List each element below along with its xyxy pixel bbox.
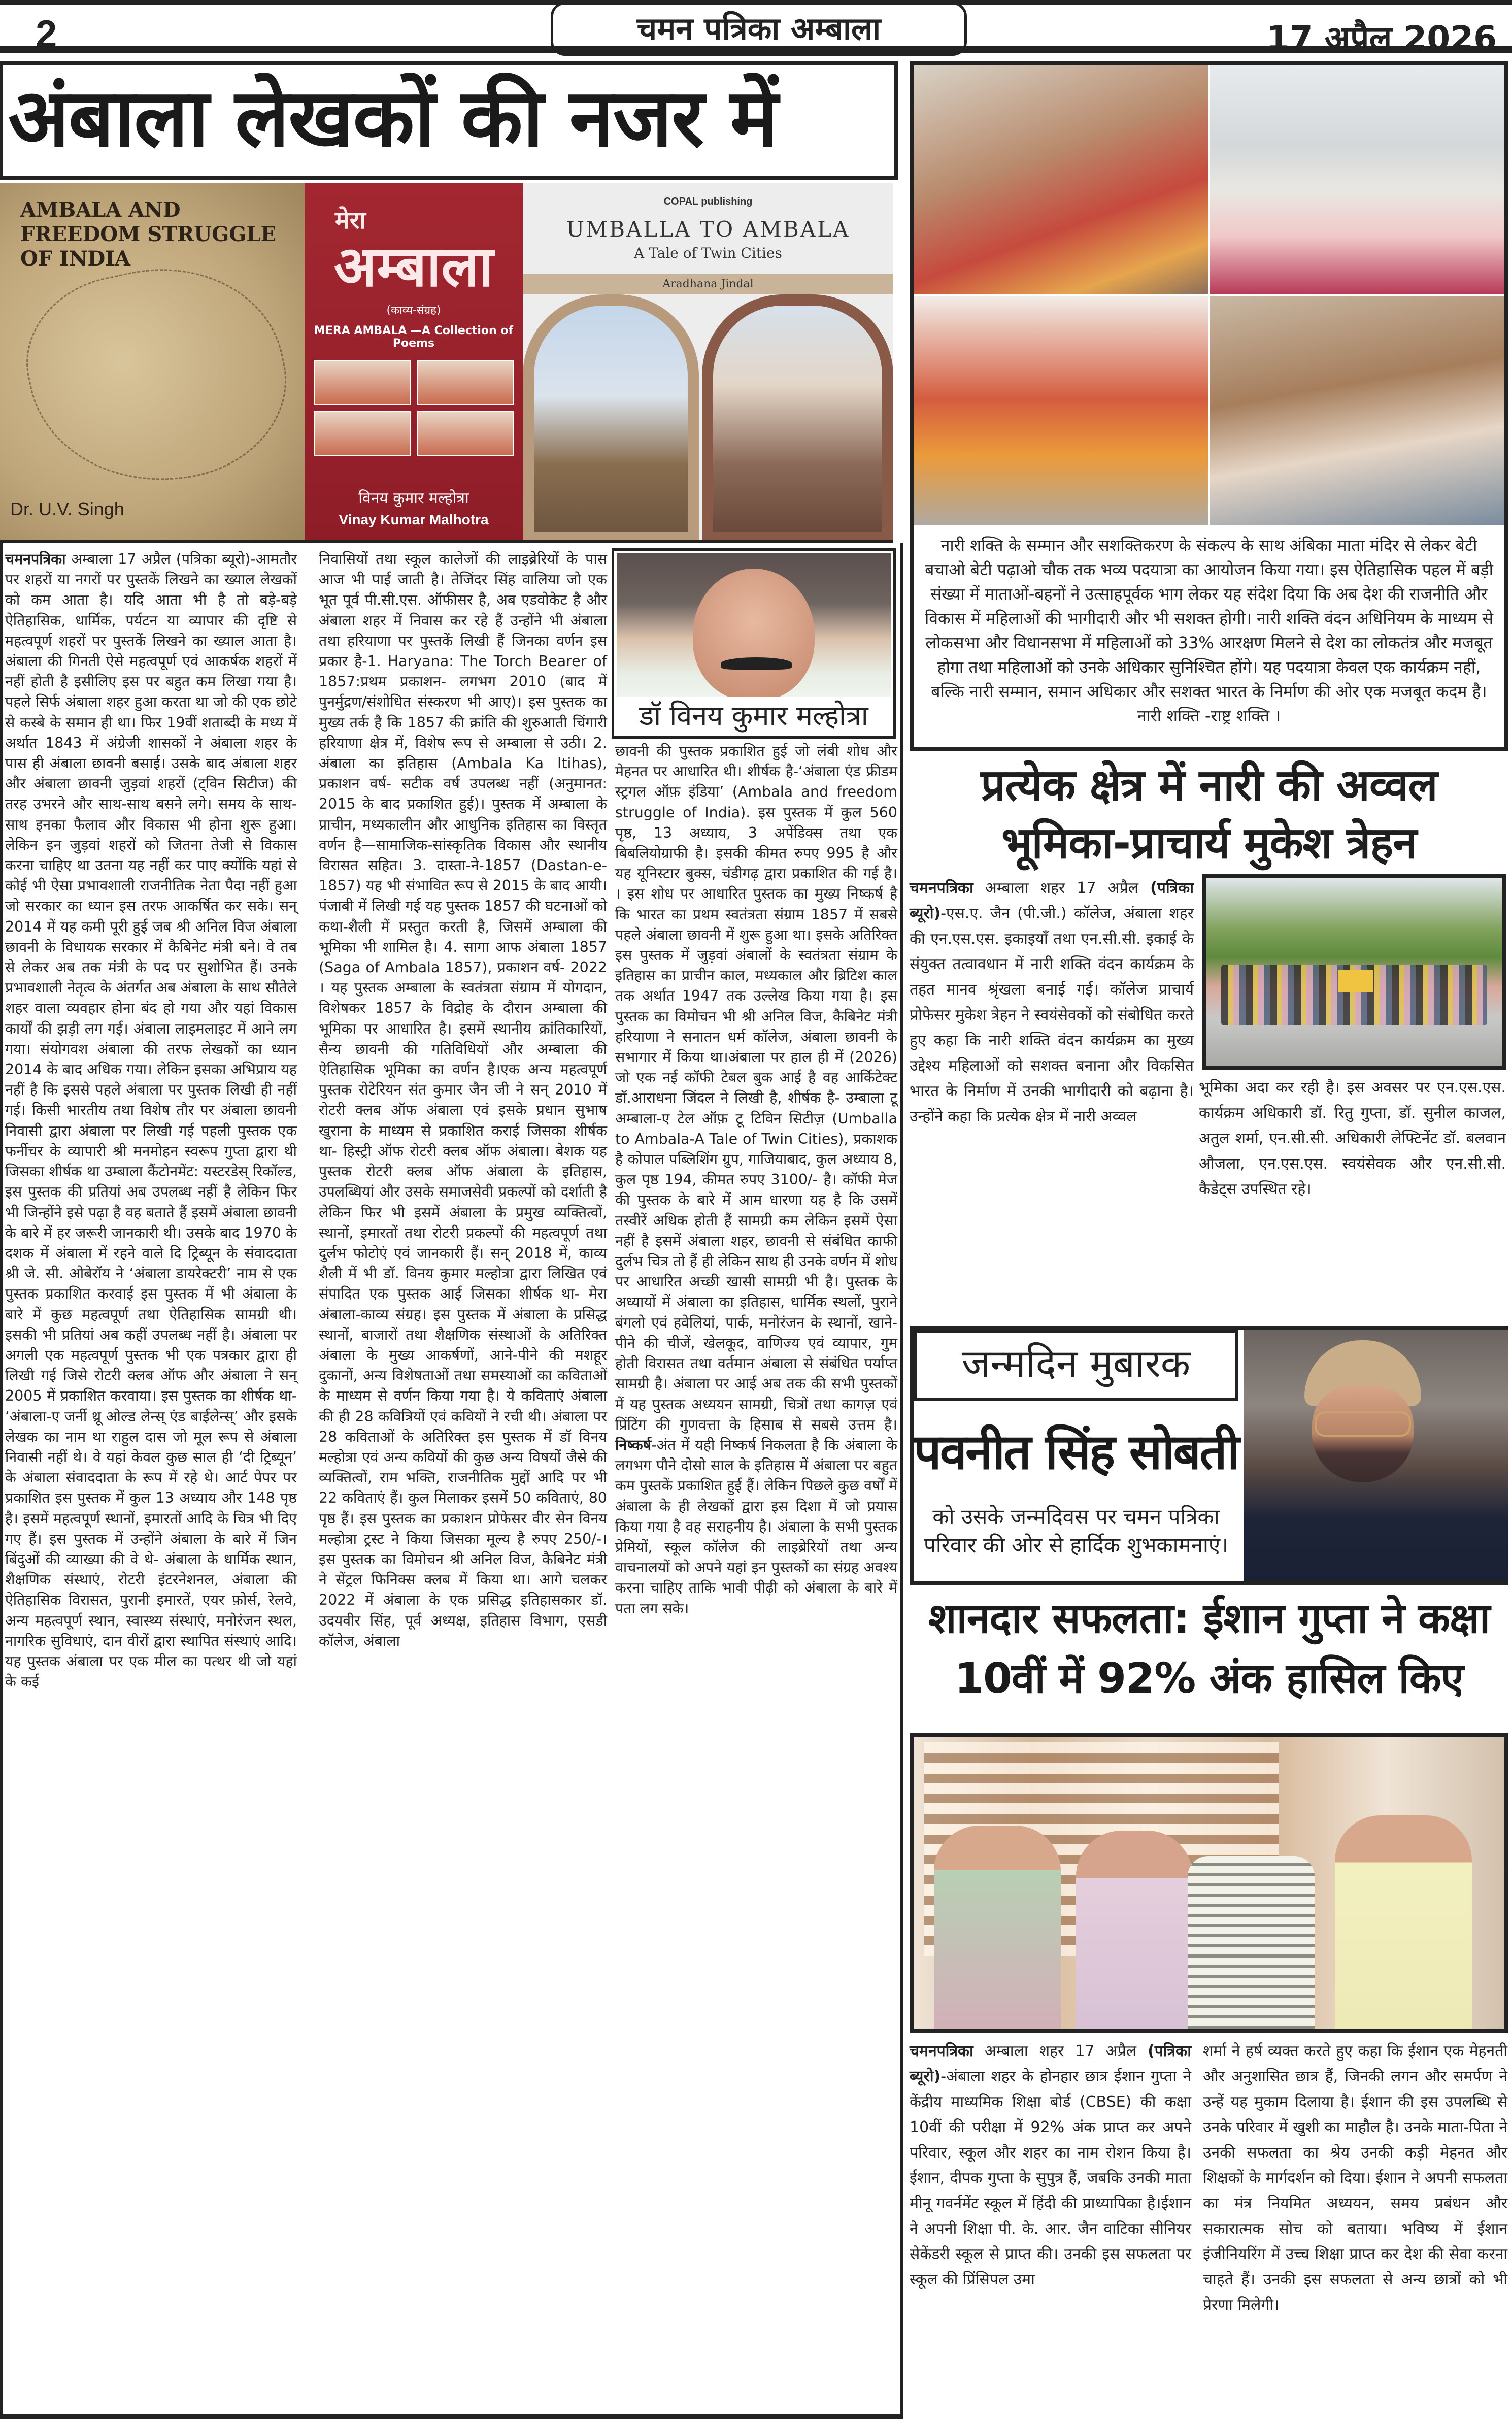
column-divider xyxy=(900,543,903,2416)
rally-caption: नारी शक्ति के सम्मान और सशक्तिकरण के संकल्प के साथ अंबिका माता मंदिर से लेकर बेटी बचाओ बेटी पढ़ाओ चौक तक भव्य पदयात्रा का आयोजन किया गया। इस ऐतिहासिक पहल में बड़ी संख्या में माताओं-बहनों ने उत्साहपूर्वक भाग लेकर यह संदेश दिया कि अब देश की राजनीति और विकास में महिलाओं की भागीदारी और भी सशक्त होगी। नारी शक्ति वंदन अधिनियम के माध्यम से लोकसभा और विधानसभा में महिलाओं को 33% आरक्षण मिलने से देश का लोकतंत्र और मजबूत होगा तथा महिलाओं को उनके अधिकार सुनिश्चित होंगे। यह पदयात्रा केवल एक कार्यक्रम नहीं, बल्कि नारी सम्मान, समान अधिकार और सशक्त भारत के निर्माण की ओर एक मजबूत कदम है। नारी शक्ति -राष्ट्र शक्ति । xyxy=(924,536,1494,725)
publisher-logo: COPAL publishing xyxy=(663,196,753,207)
dateline: चमनपत्रिका xyxy=(5,551,66,568)
book-author: Aradhana Jindal xyxy=(523,274,893,294)
book-covers-image xyxy=(0,183,893,543)
book-title-top: मेरा xyxy=(335,206,366,235)
main-headline-box xyxy=(0,61,898,180)
article-text: -अंत में यही निष्कर्ष निकलता है कि अंबाला के लगभग पौने दोसो साल के इतिहास में अंबाला पर बहुत कम पुस्तकें प्रकाशित हुई हैं। लेकिन पिछले कुछ वर्षों में अंबाला के ही लेखकों द्वारा इस दिशा में जो प्रयास किया गया है वह सराहनीय है। अंबाला के सभी पुस्तक प्रेमियों, स्कूल कॉलेज की लाइब्रेरियों तथा अन्य वाचनालयों को अपने यहां इन पुस्तकों का संग्रह अवश्य करना चाहिए ताकि भावी पीढ़ी को अंबाला के बारे में पता लग सके। xyxy=(615,1436,897,1617)
banner xyxy=(1338,970,1373,992)
author-photo xyxy=(617,553,891,697)
newspaper-name: चमन पत्रिका अम्बाला xyxy=(551,2,967,56)
book-cover-umballa-to-ambala xyxy=(523,183,893,540)
photo-tile xyxy=(417,411,514,456)
book-cover-mera-ambala xyxy=(305,183,523,540)
person-figure xyxy=(1188,1856,1315,2029)
rally-photo-collage xyxy=(914,65,1504,525)
dateline: चमनपत्रिका xyxy=(910,879,973,897)
photo-tile xyxy=(314,360,411,405)
birthday-box xyxy=(910,1326,1508,1585)
book-title: AMBALA AND FREEDOM STRUGGLE OF INDIA xyxy=(20,198,277,271)
bureau-label: (पत्रिका ब्यूरो) xyxy=(910,2042,1191,2085)
issue-date: 17 अप्रैल 2026 xyxy=(1266,19,1497,58)
person-figure xyxy=(1076,1831,1193,2029)
rally-photo xyxy=(914,65,1208,294)
bureau-label: (पत्रिका ब्यूरो) xyxy=(910,879,1194,922)
article-column-1 xyxy=(5,549,297,2407)
page-number: 2 xyxy=(36,13,57,56)
article-text: -एस.ए. जैन (पी.जी.) कॉलेज, अंबाला शहर की एन.एस.एस. इकाइयाँ तथा एन.सी.सी. इकाई के संयुक्त तत्वावधान में नारी शक्ति वंदन कार्यक्रम के तहत मानव श्रृंखला बनाई गई। कॉलेज प्राचार्य प्रोफेसर मुकेश त्रेहन ने स्वयंसेवकों को संबोधित करते हुए कहा कि नारी शक्ति वंदन कार्यक्रम का मुख्य उद्देश्य महिलाओं को सशक्त बनाना और विकसित भारत के निर्माण में उनकी भागीदारी को बढ़ाना है। उन्होंने कहा कि प्रत्येक क्षेत्र में नारी अव्वल xyxy=(910,905,1194,1125)
nari-story-text-left xyxy=(910,876,1194,1130)
map-illustration xyxy=(11,245,304,507)
book-photo-tiles xyxy=(305,350,523,467)
conclusion-label: निष्कर्ष xyxy=(615,1436,652,1453)
book-title: UMBALLA TO AMBALA xyxy=(566,217,850,242)
rally-photo-box xyxy=(910,61,1508,751)
nari-story-headline: प्रत्येक क्षेत्र में नारी की अव्वल भूमिका-प्राचार्य मुकेश त्रेहन xyxy=(981,760,1437,869)
article-text: निवासियों तथा स्कूल कालेजों की लाइब्रेरियों के पास आज भी पाई जाती है। तेजिंदर सिंह वालिया जो एक भूत पूर्व पी.सी.एस. ऑफीसर है, अब एडवोकेट है और अंबाला शहर में निवास कर रहे हैं उन्होंने भी अंबाला तथा हरियाणा पर पुस्तकें लिखी हैं जिनका वर्णन इस प्रकार है-1. Haryana: The Torch Bearer of 1857:प्रथम प्रकाशन- लगभग 2010 (बाद में पुनर्मुद्रण/संशोधित संस्करण भी आए)। इस पुस्तक का मुख्य तर्क है कि 1857 की क्रांति की शुरुआती चिंगारी हरियाणा क्षेत्र में, विशेष रूप से अम्बाला से उठी। 2. अंबाला का इतिहास (Ambala Ka Itihas), प्रकाशन वर्ष- सटीक वर्ष उपलब्ध नहीं (अनुमानत: 2015 के बाद प्रकाशित हुई)। पुस्तक में अम्बाला के प्राचीन, मध्यकालीन और आधुनिक इतिहास का विस्तृत वर्णन है—सामाजिक-सांस्कृतिक विकास और स्थानीय विरासत सहित। 3. दास्ता-ने-1857 (Dastan-e-1857) यह भी संभावित रूप से 2015 के बाद आयी। पंजाबी में लिखी गई यह पुस्तक 1857 की घटनाओं को कथा-शैली में प्रस्तुत करती है, जिसमें अम्बाला की भूमिका भी शामिल है। 4. सागा आफ अंबाला 1857 (Saga of Ambala 1857), प्रकाशन वर्ष- 2022 । यह पुस्तक अम्बाला के स्वतंत्रता संग्राम में योगदान, विशेषकर 1857 के विद्रोह के दौरान अम्बाला की भूमिका पर आधारित है। इसमें स्थानीय क्रांतिकारियों, सैन्य छावनी की गतिविधियों और अम्बाला की ऐतिहासिक भूमिका का वर्णन है।एक अन्य महत्वपूर्ण पुस्तक रोटेरियन संत कुमार जैन जी ने सन् 2010 में रोटरी क्लब ऑफ अंबाला एवं इसके प्रधान सुभाष खुराना के माध्यम से प्रकाशित कराई जिसका शीर्षक था- हिस्ट्री ऑफ रोटरी क्लब ऑफ अंबाला। बेशक यह पुस्तक रोटरी क्लब ऑफ अंबाला के इतिहास, उपलब्धियां और उसके समाजसेवी प्रकल्पों को दर्शाती है लेकिन फिर भी इसमें अंबाला के प्रमुख व्यक्तित्वों, स्थानों, इमारतों तथा रोटरी प्रकल्पों की महत्वपूर्ण तथा दुर्लभ फोटोएं एवं जानकारी हैं। सन् 2018 में, काव्य शैली में भी डॉ. विनय कुमार मल्होत्रा द्वारा लिखित एवं संपादित एक पुस्तक आई जिसका शीर्षक था- मेरा अंबाला-काव्य संग्रह। इस पुस्तक में अंबाला के प्रसिद्ध स्थानों, बाजारों तथा शैक्षणिक संस्थाओं के अतिरिक्त अंबाला के मुख्य आकर्षणों, आने-पीने की मशहूर दुकानों, अन्य विशेषताओं तथा समस्याओं का कविताओं के माध्यम से वर्णन किया गया है। ये कविताएं अंबाला की ही 28 कवित्रियों एवं कवियों ने रची थी। अंबाला पर 28 कविताओं के अतिरिक्त इस पुस्तक में डॉ विनय मल्होत्रा एवं अन्य कवियों की कुछ अन्य विषयों जैसे की व्यक्तित्वों, राम भक्ति, राजनीतिक मुद्दों आदि पर भी 22 कविताएं हैं। कुल मिलाकर इसमें 50 कविताएं, 80 पृष्ठ हैं। इस पुस्तक का प्रकाशन प्रोफेसर वीर सेन विनय मल्होत्रा ट्रस्ट ने किया जिसका मूल्य है रुपए 250/-। इस पुस्तक का विमोचन श्री अनिल विज, कैबिनेट मंत्री ने सेंट्रल फिनिक्स क्लब में किया था। आगे चलकर 2022 में अंबाला के एक प्रसिद्ध इतिहासकार डॉ. उदयवीर सिंह, पूर्व अध्यक्ष, इतिहास विभाग, एसडी कॉलेज, अंबाला xyxy=(319,551,607,1649)
ishan-story-text-left xyxy=(910,2039,1191,2293)
birthday-person-name: पवनीत सिंह सोबती xyxy=(914,1423,1238,1480)
book-author-hindi: विनय कुमार मल्होत्रा xyxy=(358,489,469,507)
rally-photo xyxy=(1210,296,1504,525)
arch-photo xyxy=(702,294,893,540)
book-subtitle-english: MERA AMBALA —A Collection of Poems xyxy=(314,324,514,350)
book-author: Dr. U.V. Singh xyxy=(10,499,124,519)
mustache-shape xyxy=(721,657,792,670)
face-shape xyxy=(693,569,815,697)
article-text: -अंबाला शहर के होनहार छात्र ईशान गुप्ता ने केंद्रीय माध्यमिक शिक्षा बोर्ड (CBSE) की कक्षा 10वीं की परीक्षा में 92% अंक प्राप्त कर अपने परिवार, स्कूल और शहर का नाम रोशन किया है। ईशान, दीपक गुप्ता के सुपुत्र हैं, जबकि उनकी माता मीनू गवर्नमेंट स्कूल में हिंदी की प्राध्यापिका है।ईशान ने अपनी शिक्षा पी. के. आर. जैन वाटिका सीनियर सेकेंडरी स्कूल से प्राप्त की। उनकी इस सफलता पर स्कूल की प्रिंसिपल उमा xyxy=(910,2068,1191,2289)
arch-photos xyxy=(523,294,893,540)
arch-photo xyxy=(523,294,699,540)
person-figure xyxy=(1335,1815,1472,2029)
dateline-place: अम्बाला शहर 17 अप्रैल xyxy=(984,2042,1136,2060)
human-chain-photo xyxy=(1202,874,1506,1070)
rally-photo xyxy=(1210,65,1504,294)
birthday-title: जन्मदिन मुबारक xyxy=(914,1330,1238,1401)
ishan-story-text-right: शर्मा ने हर्ष व्यक्त करते हुए कहा कि ईशान एक मेहनती और अनुशासित छात्र हैं, जिनकी लगन और समर्पण ने उन्हें यह मुकाम दिलाया है। ईशान की इस उपलब्धि से उनके परिवार में खुशी का माहौल है। उनके माता-पिता ने उनकी सफलता का श्रेय उनकी कड़ी मेहनत और शिक्षकों के मार्गदर्शन को दिया। ईशान ने अपनी सफलता का मंत्र नियमित अध्ययन, समय प्रबंधन और सकारात्मक सोच को बताया। भविष्य में ईशान इंजीनियरिंग में उच्च शिक्षा प्राप्त कर देश की सेवा करना चाहते हैं। उनकी इस सफलता से अन्य छात्रों को भी प्रेरणा मिलेगी। xyxy=(1203,2042,1507,2314)
dateline: चमनपत्रिका xyxy=(910,2042,973,2060)
article-column-3 xyxy=(615,741,897,2406)
main-headline: अंबाला लेखकों की नजर में xyxy=(8,72,777,165)
article-column-2 xyxy=(319,549,607,2407)
author-photo-box xyxy=(612,548,896,739)
birthday-message: को उसके जन्मदिवस पर चमन पत्रिका परिवार की ओर से हार्दिक शुभकामनाएं। xyxy=(923,1504,1229,1558)
glasses-shape xyxy=(1315,1411,1411,1437)
book-author-english: Vinay Kumar Malhotra xyxy=(339,512,489,527)
article-text: अम्बाला 17 अप्रैल (पत्रिका ब्यूरो)-आमतौर पर शहरों या नगरों पर पुस्तकें लिखने का ख्याल लेखकों को कम आता है। यदि आता भी है तो बड़े-बड़े ऐतिहासिक, धार्मिक, पर्यटन या व्यापार की दृष्टि से महत्वपूर्ण शहरों पर पुस्तकें लिखने का ख्याल आता है। अंबाला की गिनती ऐसे महत्वपूर्ण एवं आकर्षक शहरों में नहीं होती है इसीलिए इस पर बहुत कम लिखा गया है। पहले सिर्फ अंबाला शहर हुआ करता था जो की एक छोटे से कस्बे के समान ही था। फिर 19वीं शताब्दी के मध्य में अर्थात 1843 में अंग्रेजी शासकों ने अंबाला शहर के पास ही अंबाला छावनी बसाई। उसके बाद अंबाला शहर और अंबाला छावनी जुड़वां शहरों (ट्विन सिटीज) की तरह उभरने और साथ-साथ बसने लगे। समय के साथ-साथ इनका फैलाव और विकास भी होना शुरू हुआ। लेकिन इन जुड़वां शहरों को जितना तेजी से विकास करना चाहिए था उतना यह नहीं कर पाए क्योंकि यहां से कोई भी ऐसा प्रभावशाली राजनीतिक नेता पैदा नहीं हुआ जो सरकार का ध्यान इस तरफ आकर्षित कर सके। सन् 2014 में यह कमी पूरी हुई जब श्री अनिल विज अंबाला छावनी के विधायक सरकार में कैबिनेट मंत्री बने। वे तब से लेकर अब तक मंत्री के पद पर सुशोभित हैं। उनके प्रभावशाली नेतृत्व के अंतर्गत अब अंबाला के साथ सौतेले शहर वाला व्यवहार होना बंद हो गया और यहां विकास कार्यों की झड़ी लग गई। अंबाला लाइमलाइट में आने लग गया। संयोगवश अंबाला की तरफ लेखकों का ध्यान 2014 के बाद अधिक गया। लेकिन इसका अभिप्राय यह नहीं है कि इससे पहले अंबाला पर पुस्तक लिखी ही नहीं गई। किसी भारतीय तथा विशेष तौर पर अंबाला छावनी निवासी द्वारा अंबाला पर लिखी गई पहली पुस्तक एक फर्नीचर के व्यापारी श्री मनमोहन स्वरूप गुप्ता द्वारा थी जिसका शीर्षक था उम्बाला कैंटोनमेंट: यस्टरडेस् रिकॉल्ड, इस पुस्तक की प्रतियां अब उपलब्ध नहीं है लेकिन फिर भी जिन्होंने इसे पढ़ा है वह बताते हैं इसमें अंबाला छावनी के बारे में हर जरूरी जानकारी थी। उसके बाद 1970 के दशक में अंबाला में रहने वाले दि ट्रिब्यून के संवाददाता श्री जे. सी. ओबेरॉय ने ‘अंबाला डायरेक्टरी’ नाम से एक पुस्तक प्रकाशित करवाई इस पुस्तक में भी अंबाला के बारे में कुछ महत्वपूर्ण तथा ऐतिहासिक सामग्री थी। इसकी भी प्रतियां अब कहीं उपलब्ध नहीं है। अंबाला पर अगली एक महत्वपूर्ण पुस्तक भी एक पत्रकार द्वारा ही लिखी गई जिसे रोटरी क्लब ऑफ और अंबाला ने सन् 2005 में प्रकाशित करवाया। इस पुस्तक का शीर्षक था- ‘अंबाला-ए जर्नी थ्रू ओल्ड लेन्स् एंड बाईलेन्स्’ और इसके लेखक का नाम था राहुल दास जो मूल रूप से अंबाला निवासी नहीं थे। वे यहां केवल कुछ साल ही ‘दी ट्रिब्यून’ के अंबाला संवाददाता के रूप में रहे थे। आर्ट पेपर पर प्रकाशित इस पुस्तक में कुल 13 अध्याय और 148 पृष्ठ है। इसमें महत्वपूर्ण स्थानों, इमारतों आदि के चित्र भी दिए गए हैं। इस पुस्तक में उन्होंने अंबाला के बारे में जिन बिंदुओं की व्याख्या की वे थे- अंबाला के धार्मिक स्थान, शैक्षणिक संस्थाएं, रोटरी इंटरनेशनल, अंबाला की ऐतिहासिक विरासत, पुरानी इमारतें, एयर फ़ोर्स, रेलवे, अन्य महत्वपूर्ण स्थान, स्वास्थ्य संस्थाएं, मनोरंजन स्थल, नागरिक सुविधाएं, दान वीरों द्वारा स्थापित संस्थाएं आदि। यह पुस्तक अंबाला पर एक मील का पत्थर थी जो यहां के कई xyxy=(5,551,297,1691)
rally-photo xyxy=(914,296,1208,525)
nari-story-text-right: भूमिका अदा कर रही है। इस अवसर पर एन.एस.एस. कार्यक्रम अधिकारी डॉ. रितु गुप्ता, डॉ. सुनील काजल, अतुल शर्मा, एन.सी.सी. अधिकारी लेफ्टिनेंट डॉ. बलवान औजला, एन.एस.एस. स्वयंसेवक और एन.सी.सी. कैडेट्स उपस्थित रहे। xyxy=(1199,1079,1506,1198)
ishan-felicitation-photo xyxy=(910,1733,1508,2033)
birthday-person-photo xyxy=(1244,1330,1508,1581)
article-text: छावनी की पुस्तक प्रकाशित हुई जो लंबी शोध और मेहनत पर आधारित थी। शीर्षक है-‘अंबाला एंड फ्रीडम स्ट्रगल ऑफ़ इंडिया’ (Ambala and freedom struggle of India). इस पुस्तक में कुल 560 पृष्ठ, 13 अध्याय, 3 अपेंडिक्स तथा एक बिबलियोग्राफी है। इसकी कीमत रुपए 995 है और यह यूनिस्टार बुक्स, चंडीगढ़ द्वारा प्रकाशित की गई है। । इस शोध पर आधारित पुस्तक का मुख्य निष्कर्ष है कि भारत का प्रथम स्वतंत्रता संग्राम 1857 में सबसे पहले अंबाला छावनी में शुरू हुआ था। इसके अतिरिक्त इस पुस्तक में जुड़वां अंबालों के स्वतंत्रता संग्राम के इतिहास का प्राचीन काल, मध्यकाल और ब्रिटिश काल तक अर्थात 1947 तक उल्लेख किया गया है। इस पुस्तक का विमोचन भी श्री अनिल विज, कैबिनेट मंत्री हरियाणा ने सनातन धर्म कॉलेज, अंबाला छावनी के सभागार में किया था।अंबाला पर हाल ही में (2026) जो एक नई कॉफी टेबल बुक आई है वह आर्किटेक्ट डॉ.आराधना जिंदल ने लिखी है, शीर्षक है- उम्बाला टू अम्बाला-ए टेल ऑफ़ टू टिविन सिटीज़ (Umballa to Ambala-A Tale of Twin Cities), प्रकाशक है कोपाल पब्लिशिंग ग्रुप, गाजियाबाद, कुल अध्याय 8, कुल पृष्ठ 194, कीमत रुपए 3100/- है। कॉफी मेज की पुस्तक के बारे में आम धारणा यह है कि उसमें तस्वीरें अधिक होती हैं सामग्री कम लेकिन इसमें ऐसा नहीं है इसमें अंबाला शहर, छावनी से संबंधित काफी दुर्लभ चित्र तो हैं ही लेकिन साथ ही उनके वर्णन में शोध पर आधारित अच्छी खासी सामग्री भी है। पुस्तक के अध्यायों में अंबाला का इतिहास, धार्मिक स्थलों, पुराने बंगलो एवं हवेलियां, पार्क, मनोरंजन के स्थानों, खाने-पीने की चीजें, खेलकूद, वाणिज्य एवं व्यापार, गुम होती विरासत तथा वर्तमान अंबाला से संबंधित पर्याप्त सामग्री है। अंबाला पर आई अब तक की सभी पुस्तकों में यह पुस्तक अध्ययन सामग्री, चित्रों तथा कागज़ एवं प्रिंटिंग की गुणवत्ता के हिसाब से सबसे उत्तम है। xyxy=(615,743,897,1433)
birthday-text-panel xyxy=(914,1330,1238,1581)
book-subtitle-hindi: (काव्य-संग्रह) xyxy=(386,304,441,317)
author-photo-caption: डॉ विनय कुमार मल्होत्रा xyxy=(639,700,868,732)
ishan-story-headline: शानदार सफलता: ईशान गुप्ता ने कक्षा 10वीं में 92% अंक हासिल किए xyxy=(928,1595,1490,1703)
masthead xyxy=(0,0,1512,58)
photo-tile xyxy=(314,411,411,456)
person-figure xyxy=(934,1826,1061,2029)
book-title-main: अम्बाला xyxy=(333,234,494,299)
dateline-place: अम्बाला शहर 17 अप्रैल xyxy=(985,879,1138,897)
photo-tile xyxy=(417,360,514,405)
book-subtitle: A Tale of Twin Cities xyxy=(634,245,782,261)
book-cover-ambala-freedom-struggle xyxy=(0,183,305,540)
